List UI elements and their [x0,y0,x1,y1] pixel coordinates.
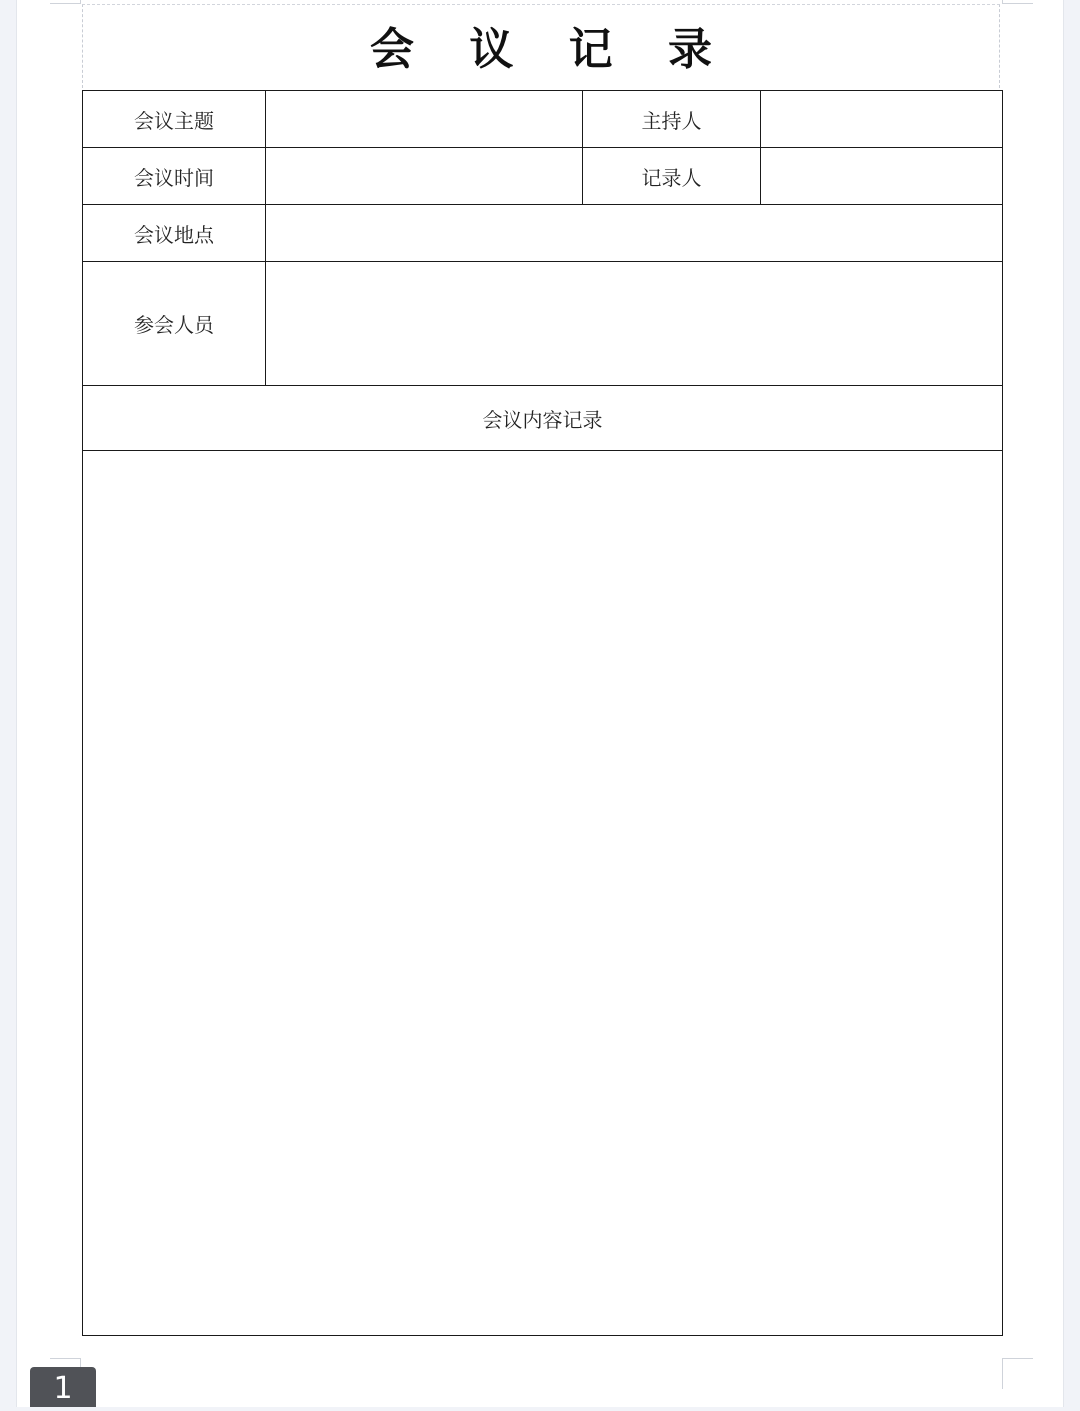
meeting-form-table [82,90,1002,1336]
host-field[interactable] [761,91,1003,148]
table-row [83,148,1003,205]
attendees-label: 参会人员 [83,262,266,386]
table-row [83,262,1003,386]
location-label: 会议地点 [83,205,266,262]
margin-mark-top-right [1002,0,1033,4]
topic-label: 会议主题 [83,91,266,148]
table-row [83,205,1003,262]
document-title: 会 议 记 录 [370,24,732,75]
host-label: 主持人 [583,91,761,148]
page-edge-right [1063,0,1064,1407]
margin-mark-bottom-right [1002,1358,1033,1389]
page-edge-left [16,0,17,1407]
topic-field[interactable] [266,91,583,148]
margin-mark-top-left [50,0,81,4]
recorder-label: 记录人 [583,148,761,205]
page-number-badge[interactable]: 1 [30,1367,96,1407]
time-label: 会议时间 [83,148,266,205]
time-field[interactable] [266,148,583,205]
attendees-field[interactable] [266,262,1003,386]
recorder-field[interactable] [761,148,1003,205]
location-field[interactable] [266,205,1003,262]
table-row [83,91,1003,148]
content-heading: 会议内容记录 [83,386,1003,451]
content-field[interactable] [83,451,1003,1336]
table-row [83,386,1003,451]
table-row [83,451,1003,1336]
